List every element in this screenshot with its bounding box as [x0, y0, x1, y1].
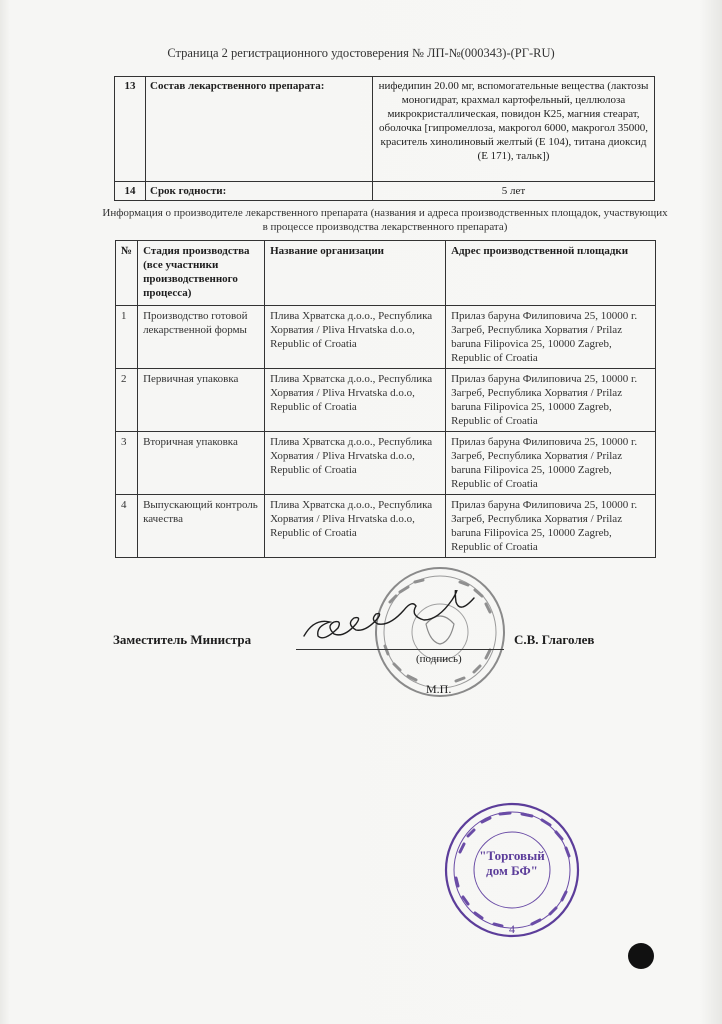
row-value: 5 лет [373, 182, 655, 201]
header-org: Название организации [265, 241, 446, 306]
company-stamp-text [442, 848, 582, 878]
stamp-line-2: дом БФ" [486, 863, 538, 878]
stamp-place-label: М.П. [426, 682, 452, 696]
row-num: 4 [116, 495, 138, 558]
header-stage: Стадия производства (все участники производственного процесса) [138, 241, 265, 306]
manufacturer-table [115, 240, 656, 558]
row-num: 1 [116, 306, 138, 369]
manufacturer-info: Информация о производителе лекарственного препарата (названия и адреса производственных площадок, участвующих в процессе производства лекарственного препарата) [102, 207, 668, 233]
signatory-name: С.В. Глаголев [514, 632, 595, 647]
row-stage: Первичная упаковка [138, 369, 265, 432]
table-row [116, 495, 656, 558]
row-address: Прилаз баруна Филиповича 25, 10000 г. Загреб, Республика Хорватия / Prilaz baruna Filipovica 25, 10000 Zagreb, Republic of Croatia [446, 369, 656, 432]
header-address: Адрес производственной площадки [446, 241, 656, 306]
row-stage: Выпускающий контроль качества [138, 495, 265, 558]
header-num: № [116, 241, 138, 306]
binder-hole [628, 943, 654, 969]
row-stage: Вторичная упаковка [138, 432, 265, 495]
row-number: 14 [115, 182, 146, 201]
row-value: нифедипин 20.00 мг, вспомогательные вещества (лактозы моногидрат, крахмал картофельный, целлюлоза микрокристаллическая, повидон К25, магния стеарат, оболочка [гипромеллоза, макрогол 6000, макрогол 35000, краситель хинолиновый желтый (Е 104), титана диоксид (Е 171), тальк]) [373, 77, 655, 182]
row-label: Срок годности: [146, 182, 373, 201]
page-header: Страница 2 регистрационного удостоверения № ЛП-№(000343)-(РГ-RU) [167, 46, 555, 60]
row-org: Плива Хрватска д.о.о., Республика Хорватия / Pliva Hrvatska d.o.o, Republic of Croatia [265, 369, 446, 432]
table-row [116, 432, 656, 495]
signatory-title: Заместитель Министра [113, 632, 252, 647]
page-number: 4 [509, 922, 515, 936]
stamp-line-1: "Торговый [479, 848, 545, 863]
row-org: Плива Хрватска д.о.о., Республика Хорватия / Pliva Hrvatska d.o.o, Republic of Croatia [265, 432, 446, 495]
row-label: Состав лекарственного препарата: [146, 77, 373, 182]
signature-line [296, 649, 504, 650]
table-row [116, 369, 656, 432]
table-row [115, 182, 655, 201]
signature-scribble [296, 590, 536, 650]
composition-table [114, 76, 655, 201]
table-row [116, 306, 656, 369]
signature-caption: (подпись) [416, 653, 462, 665]
row-stage: Производство готовой лекарственной формы [138, 306, 265, 369]
row-address: Прилаз баруна Филиповича 25, 10000 г. Загреб, Республика Хорватия / Prilaz baruna Filipovica 25, 10000 Zagreb, Republic of Croatia [446, 432, 656, 495]
table-header-row [116, 241, 656, 306]
row-address: Прилаз баруна Филиповича 25, 10000 г. Загреб, Республика Хорватия / Prilaz baruna Filipovica 25, 10000 Zagreb, Republic of Croatia [446, 306, 656, 369]
row-number: 13 [115, 77, 146, 182]
row-org: Плива Хрватска д.о.о., Республика Хорватия / Pliva Hrvatska d.o.o, Republic of Croatia [265, 306, 446, 369]
row-address: Прилаз баруна Филиповича 25, 10000 г. Загреб, Республика Хорватия / Prilaz baruna Filipovica 25, 10000 Zagreb, Republic of Croatia [446, 495, 656, 558]
table-row [115, 77, 655, 182]
row-org: Плива Хрватска д.о.о., Республика Хорватия / Pliva Hrvatska d.o.o, Republic of Croatia [265, 495, 446, 558]
row-num: 2 [116, 369, 138, 432]
row-num: 3 [116, 432, 138, 495]
